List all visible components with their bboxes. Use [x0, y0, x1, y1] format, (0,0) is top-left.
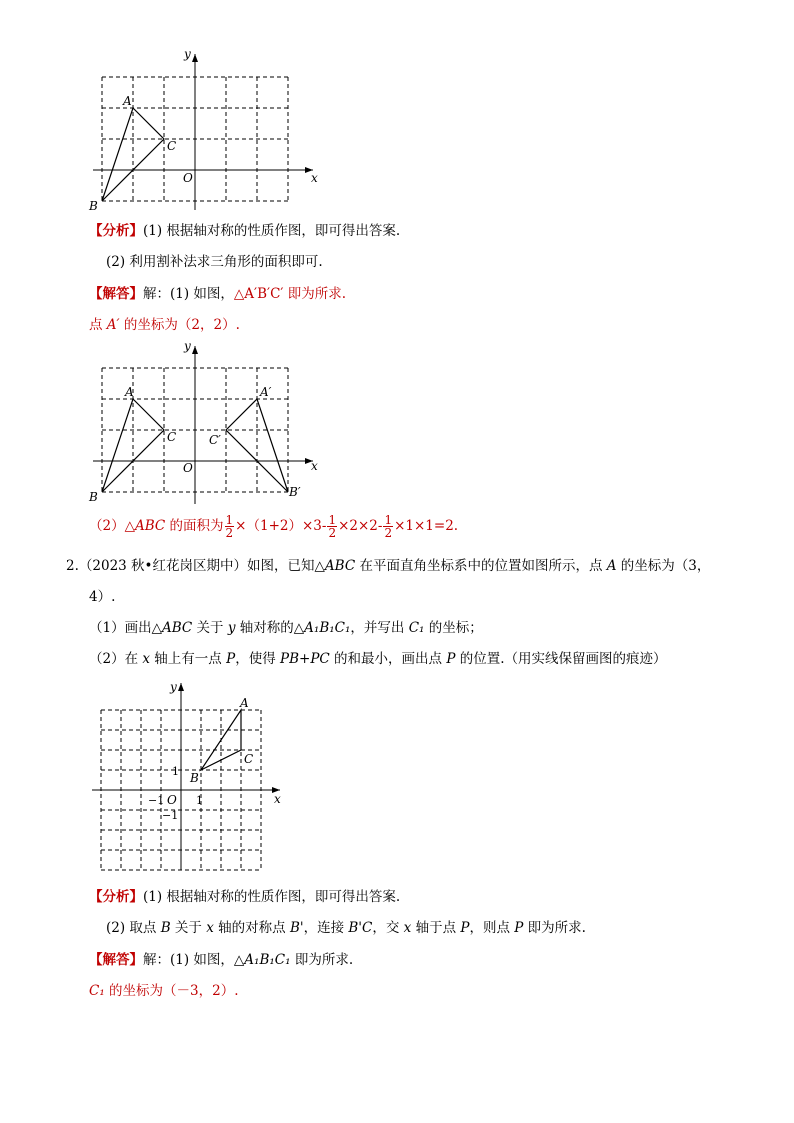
fraction-half-2: $\frac{1}{2}$ [328, 513, 337, 540]
analysis-1-line1: 【分析】(1) 根据轴对称的性质作图，即可得出答案. [89, 223, 401, 239]
label-o: O [167, 793, 177, 807]
label-c: C [167, 430, 177, 444]
analysis-tag: 【分析】 [89, 889, 143, 905]
label-neg-one-x: −1 [148, 794, 165, 807]
answer-tag: 【解答】 [89, 952, 143, 968]
question-2-sub2: （2）在 x 轴上有一点 P，使得 PB+PC 的和最小，画出点 P 的位置.（用实线保留画图的痕迹） [89, 651, 667, 667]
label-c: C [167, 139, 177, 153]
figure-3-grid [90, 675, 290, 875]
analysis-2-line2: (2) 取点 B 关于 x 轴的对称点 B'，连接 B'C，交 x 轴于点 P，则点 P 即为所求. [106, 920, 586, 936]
label-a: A [240, 696, 249, 710]
label-y: y [170, 680, 177, 694]
label-y: y [184, 47, 191, 61]
label-x: x [311, 171, 318, 185]
answer-tag: 【解答】 [89, 286, 143, 302]
answer-1-line2: 点 A′ 的坐标为（2，2）. [89, 317, 240, 333]
label-b: B [190, 771, 199, 785]
label-o: O [183, 461, 193, 475]
label-a: A [125, 385, 134, 399]
label-neg-one-y: −1 [162, 809, 179, 822]
label-one-x: 1 [196, 794, 203, 807]
label-y: y [184, 339, 191, 353]
label-a: A [123, 94, 132, 108]
label-x: x [311, 459, 318, 473]
fraction-half-1: $\frac{1}{2}$ [225, 513, 234, 540]
answer-2-line2: C₁ 的坐标为（－3，2）. [89, 983, 239, 999]
analysis-1-line2: (2) 利用割补法求三角形的面积即可. [106, 254, 323, 270]
area-line: （2）△ABC 的面积为 $\frac{1}{2}$ ×（1+2）×3- $\frac{1}{2}$ ×2×2- $\frac{1}{2}$ ×1×1=2. [89, 513, 459, 540]
label-one-y: 1 [172, 765, 179, 778]
figure-1-grid [85, 42, 325, 212]
figure-2-grid [85, 338, 335, 508]
analysis-tag: 【分析】 [89, 223, 143, 239]
question-2-line2: 4）. [89, 589, 116, 605]
label-c-prime: C′ [209, 433, 221, 447]
label-o: O [183, 171, 193, 185]
question-2-sub1: （1）画出△ABC 关于 y 轴对称的△A₁B₁C₁，并写出 C₁ 的坐标； [89, 620, 483, 636]
label-a-prime: A′ [260, 385, 272, 399]
analysis-2-line1: 【分析】(1) 根据轴对称的性质作图，即可得出答案. [89, 889, 401, 905]
label-b: B [89, 490, 98, 504]
label-x: x [274, 792, 281, 806]
label-b: B [89, 199, 98, 213]
fraction-half-3: $\frac{1}{2}$ [384, 513, 393, 540]
answer-1-line1: 【解答】解：(1) 如图，△A′B′C′ 即为所求. [89, 286, 347, 302]
answer-2-line1: 【解答】解：(1) 如图，△A₁B₁C₁ 即为所求. [89, 952, 354, 968]
label-b-prime: B′ [289, 485, 301, 499]
question-2-line1: 2.（2023 秋•红花岗区期中）如图，已知△ABC 在平面直角坐标系中的位置如图所示，点 A 的坐标为（3， [66, 558, 711, 574]
label-c: C [244, 752, 254, 766]
